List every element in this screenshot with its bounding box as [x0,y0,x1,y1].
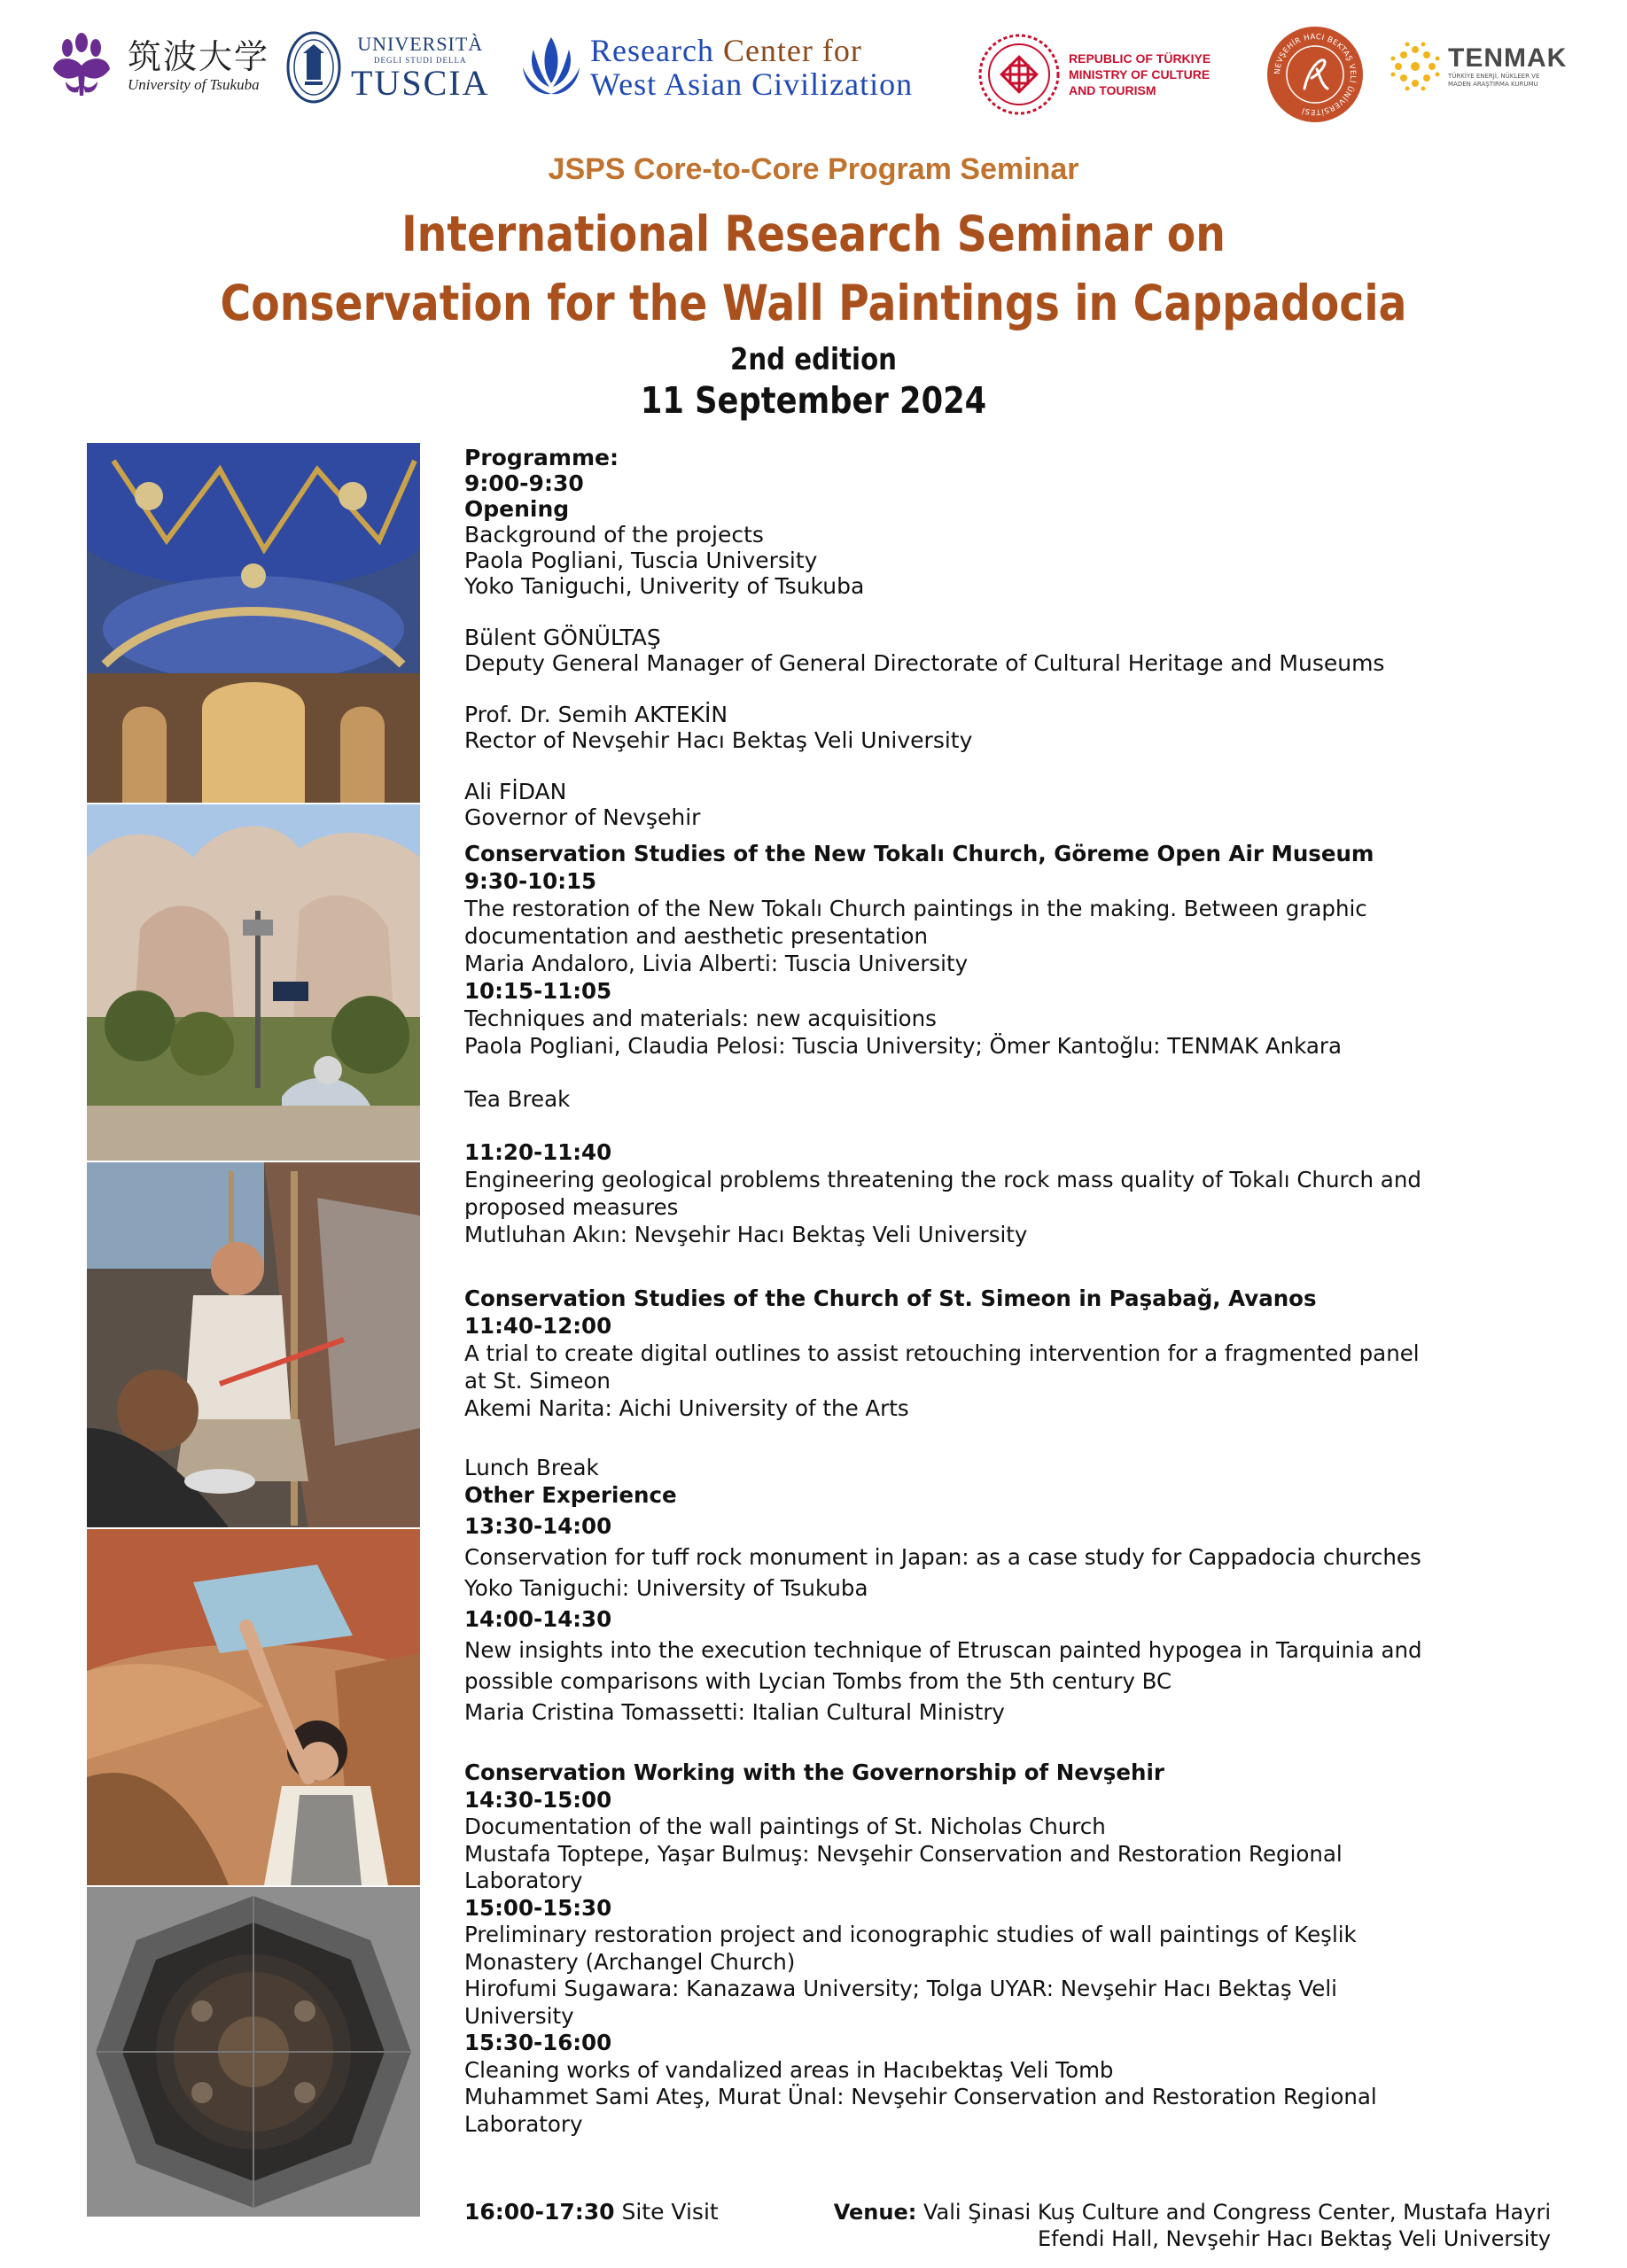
tuscia-line1: UNIVERSITÀ [357,33,484,55]
site-visit [464,2199,719,2225]
program-name: JSPS Core-to-Core Program Seminar [548,152,1079,186]
talk-time: 9:30-10:15 [464,868,597,894]
logo-nevsehir-university [1265,25,1365,124]
rcwac-research: Research [590,33,714,68]
tenmak-name: TENMAK [1448,43,1568,73]
seminar-date: 11 September 2024 [640,379,987,422]
talk-speakers: Akemi Narita: Aichi University of the Arts [464,1395,909,1421]
talk-title: Preliminary restoration project and iconographic studies of wall paintings of Keşlik [464,1922,1357,1947]
talk-time: 15:00-15:30 [464,1894,612,1921]
opening-speaker-2: Yoko Taniguchi, Univerity of Tsukuba [464,573,865,599]
turkiye-line1: REPUBLIC OF TÜRKIYE [1069,51,1211,66]
lotus-icon [519,32,583,103]
logo-tuscia-university [285,30,489,105]
talk-title-cont: possible comparisons with Lycian Tombs from the 5th century BC [464,1668,1172,1694]
rcwac-west-asian: West Asian [590,66,743,102]
session-new-tokali [464,840,1537,1248]
talk-title: A trial to create digital outlines to assist retouching intervention for a fragmented panel [464,1340,1420,1366]
talk-title-cont: at St. Simeon [464,1368,611,1394]
talk-title-cont: documentation and aesthetic presentation [464,923,929,949]
talk-speakers-cont: Laboratory [464,2110,583,2137]
logo-research-center-west-asian-civilization [519,32,913,103]
opening-time: 9:00-9:30 [464,470,584,496]
photo-restorers-at-work [87,1162,420,1527]
tea-break: Tea Break [464,1086,571,1112]
talk-title: New insights into the execution technique of Etruscan painted hypogea in Tarquinia and [464,1637,1422,1663]
talk-time: 11:20-11:40 [464,1139,612,1165]
talk-time: 14:00-14:30 [464,1606,612,1632]
talk-time: 10:15-11:05 [464,978,612,1004]
nevsehir-seal-icon [1265,25,1365,124]
guest-3-role: Governor of Nevşehir [464,804,701,830]
venue-line2: Efendi Hall, Nevşehir Hacı Bektaş Veli University [1037,2226,1551,2251]
venue [815,2199,1551,2252]
talk-speakers: Yoko Taniguchi: University of Tsukuba [464,1575,868,1601]
guest-1-name: Bülent GÖNÜLTAŞ [464,625,661,650]
tsukuba-english: University of Tsukuba [128,76,260,93]
logo-ministry-of-culture-tourism [977,32,1211,117]
guest-2-role: Rector of Nevşehir Hacı Bektaş Veli University [464,727,973,753]
talk-title: Engineering geological problems threatening the rock mass quality of Tokalı Church and [464,1167,1421,1192]
talk-time: 11:40-12:00 [464,1313,612,1339]
talk-speakers: Muhammet Sami Ateş, Murat Ünal: Nevşehir Conservation and Restoration Regional [464,2084,1377,2109]
talk-speakers-cont: Laboratory [464,1868,583,1893]
paulownia-crest-icon [46,30,117,101]
talk-time: 13:30-14:00 [464,1513,612,1539]
rcwac-center-for: Center for [722,33,862,68]
talk-title: Conservation for tuff rock monument in Japan: as a case study for Cappadocia churches [464,1544,1421,1570]
site-visit-label: Site Visit [621,2199,719,2225]
talk-speakers-cont: University [464,2002,574,2029]
talk-title: The restoration of the New Tokalı Church paintings in the making. Between graphic [464,896,1367,921]
talk-title-cont: Monastery (Archangel Church) [464,1948,796,1975]
venue-label: Venue: [833,2200,917,2225]
session-heading: Other Experience [464,1482,677,1508]
rcwac-civilization: Civilization [751,66,914,102]
seminar-title-line2: Conservation for the Wall Paintings in Cappadocia [220,275,1407,331]
talk-speakers: Maria Cristina Tomassetti: Italian Cultural Ministry [464,1699,1005,1725]
programme-heading: Programme: [464,445,619,470]
session-heading: Conservation Studies of the Church of St. Simeon in Paşabağ, Avanos [464,1285,1317,1311]
tuscia-line2: DEGLI STUDI DELLA [373,56,467,65]
talk-title: Techniques and materials: new acquisitions [464,1006,937,1031]
talk-speakers: Paola Pogliani, Claudia Pelosi: Tuscia University; Ömer Kantoğlu: TENMAK Ankara [464,1033,1342,1059]
nevsehir-ring-text: NEVŞEHİR HACI BEKTAŞ VELİ ÜNİVERSİTESİ [1273,32,1358,117]
session-st-simeon [464,1285,1537,1481]
tuscia-line3: TUSCIA [351,63,490,103]
guest-1-role: Deputy General Manager of General Directorate of Cultural Heritage and Museums [464,650,1385,676]
talk-speakers: Hirofumi Sugawara: Kanazawa University; Tolga UYAR: Nevşehir Hacı Bektaş Veli [464,1976,1337,2001]
guest-2-name: Prof. Dr. Semih AKTEKİN [464,702,728,727]
talk-title-cont: proposed measures [464,1194,679,1220]
talk-title: Documentation of the wall paintings of St. Nicholas Church [464,1814,1106,1839]
talk-title: Cleaning works of vandalized areas in Hacıbektaş Veli Tomb [464,2056,1114,2083]
session-heading: Conservation Studies of the New Tokalı Church, Göreme Open Air Museum [464,841,1374,866]
opening-label: Opening [464,496,570,522]
site-visit-time: 16:00-17:30 [464,2199,615,2225]
venue-line1: Vali Şinasi Kuş Culture and Congress Center, Mustafa Hayri [923,2200,1551,2225]
photo-rock-landscape [87,804,420,1161]
talk-speakers: Maria Andaloro, Livia Alberti: Tuscia University [464,951,969,976]
seminar-title-line1: International Research Seminar on [401,206,1226,262]
turkiye-line3: AND TOURISM [1069,83,1156,97]
edition: 2nd edition [730,342,897,377]
opening-speaker-1: Paola Pogliani, Tuscia University [464,548,818,573]
photo-column [87,443,420,2217]
session-other-experience [464,1480,1537,1728]
photo-painted-vault [87,443,420,803]
lunch-break: Lunch Break [464,1455,599,1480]
turkiye-line2: MINISTRY OF CULTURE [1069,67,1211,82]
photo-ceiling-restoration [87,1529,420,1885]
tsukuba-kanji: 筑波大学 [128,37,270,76]
session-governorship [464,1759,1537,2138]
guest-3-name: Ali FİDAN [464,779,567,804]
tenmak-sub1: TÜRKİYE ENERJİ, NÜKLEER VE [1448,73,1540,80]
talk-time: 14:30-15:00 [464,1786,612,1813]
talk-speakers: Mustafa Toptepe, Yaşar Bulmuş: Nevşehir Conservation and Restoration Regional [464,1840,1343,1867]
tenmak-sun-icon [1390,41,1441,92]
programme [464,445,1537,830]
tenmak-sub2: MADEN ARAŞTIRMA KURUMU [1448,81,1538,88]
photo-domed-ceiling [87,1887,420,2217]
logo-tenmak [1390,41,1567,92]
talk-speakers: Mutluhan Akın: Nevşehir Hacı Bektaş Veli University [464,1222,1028,1247]
ministry-emblem-icon [977,32,1062,117]
opening-background: Background of the projects [464,522,764,548]
logo-university-of-tsukuba [46,30,269,101]
session-heading: Conservation Working with the Governorship of Nevşehir [464,1759,1164,1785]
talk-time: 15:30-16:00 [464,2030,612,2055]
tuscia-seal-icon [285,30,342,105]
